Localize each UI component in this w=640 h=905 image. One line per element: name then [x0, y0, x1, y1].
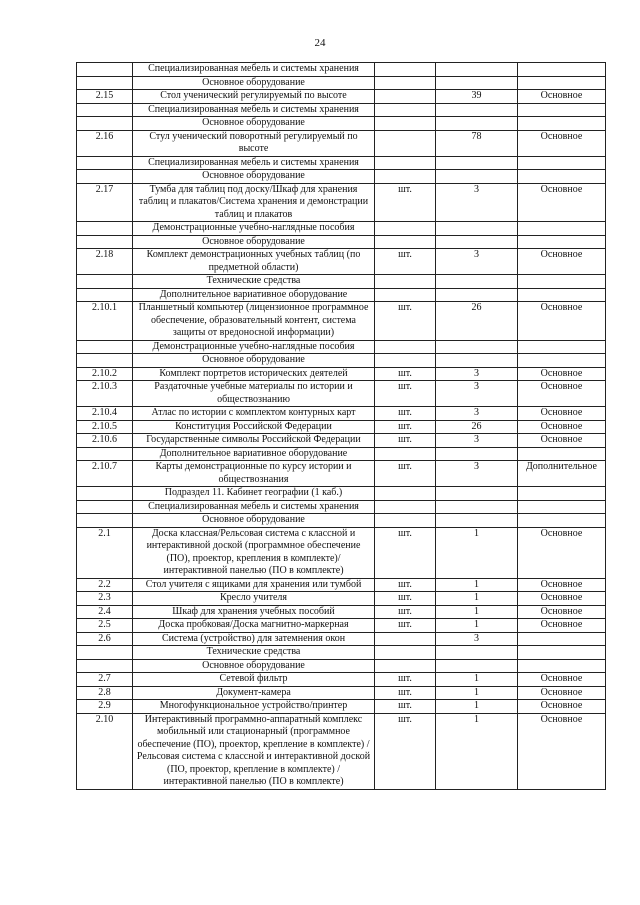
- cell-note: Основное: [518, 420, 606, 434]
- cell-qty: 78: [436, 130, 518, 156]
- cell-num: [77, 117, 133, 131]
- cell-note: [518, 514, 606, 528]
- cell-unit: [375, 659, 436, 673]
- cell-num: 2.10.6: [77, 434, 133, 448]
- cell-name: Специализированная мебель и системы хранения: [133, 156, 375, 170]
- cell-name: Специализированная мебель и системы хранения: [133, 63, 375, 77]
- cell-unit: шт.: [375, 673, 436, 687]
- cell-name: Государственные символы Российской Федерации: [133, 434, 375, 448]
- cell-num: 2.16: [77, 130, 133, 156]
- cell-name: Доска классная/Рельсовая система с классной и интерактивной доской (программное обеспечение (ПО), проектор, крепления в комплекте)/интерактивной панелью (ПО в комплекте): [133, 527, 375, 578]
- cell-name: Основное оборудование: [133, 117, 375, 131]
- cell-qty: 1: [436, 700, 518, 714]
- cell-qty: 1: [436, 686, 518, 700]
- cell-unit: [375, 90, 436, 104]
- cell-name: Интерактивный программно-аппаратный комплекс мобильный или стационарный (программное обеспечение (ПО), проектор, крепление в комплекте) / Рельсовая система с классной и интерактивной доской (ПО, проектор, крепление в комплекте) / интерактивной панелью (ПО в комплекте): [133, 713, 375, 789]
- cell-num: 2.3: [77, 592, 133, 606]
- cell-num: 2.9: [77, 700, 133, 714]
- item-row: [77, 578, 606, 592]
- cell-num: [77, 514, 133, 528]
- cell-unit: [375, 500, 436, 514]
- section-row: [77, 275, 606, 289]
- cell-unit: шт.: [375, 527, 436, 578]
- cell-qty: [436, 63, 518, 77]
- cell-name: Документ-камера: [133, 686, 375, 700]
- cell-unit: шт.: [375, 367, 436, 381]
- cell-note: [518, 288, 606, 302]
- cell-note: Основное: [518, 90, 606, 104]
- cell-num: [77, 275, 133, 289]
- cell-note: [518, 222, 606, 236]
- cell-name: Технические средства: [133, 275, 375, 289]
- cell-qty: [436, 514, 518, 528]
- item-row: [77, 592, 606, 606]
- cell-name: Специализированная мебель и системы хранения: [133, 500, 375, 514]
- section-row: [77, 646, 606, 660]
- cell-note: Основное: [518, 249, 606, 275]
- cell-name: Планшетный компьютер (лицензионное программное обеспечение, образовательный контент, система защиты от вредоносной информации): [133, 302, 375, 341]
- cell-note: [518, 170, 606, 184]
- cell-note: Дополнительное: [518, 461, 606, 487]
- cell-num: 2.1: [77, 527, 133, 578]
- cell-name: Атлас по истории с комплектом контурных карт: [133, 407, 375, 421]
- cell-name: Система (устройство) для затемнения окон: [133, 632, 375, 646]
- cell-num: 2.10: [77, 713, 133, 789]
- item-row: [77, 367, 606, 381]
- cell-note: Основное: [518, 434, 606, 448]
- cell-name: Технические средства: [133, 646, 375, 660]
- cell-qty: 1: [436, 527, 518, 578]
- cell-qty: [436, 156, 518, 170]
- cell-note: [518, 117, 606, 131]
- cell-unit: шт.: [375, 700, 436, 714]
- cell-qty: [436, 288, 518, 302]
- cell-qty: 1: [436, 578, 518, 592]
- cell-num: [77, 646, 133, 660]
- cell-name: Конституция Российской Федерации: [133, 420, 375, 434]
- cell-qty: 1: [436, 673, 518, 687]
- item-row: [77, 434, 606, 448]
- cell-unit: [375, 514, 436, 528]
- cell-note: [518, 447, 606, 461]
- section-row: [77, 222, 606, 236]
- cell-unit: шт.: [375, 381, 436, 407]
- cell-unit: шт.: [375, 183, 436, 222]
- cell-note: [518, 340, 606, 354]
- cell-qty: [436, 354, 518, 368]
- cell-unit: шт.: [375, 686, 436, 700]
- cell-unit: [375, 130, 436, 156]
- section-row: [77, 354, 606, 368]
- item-row: [77, 381, 606, 407]
- cell-name: Доска пробковая/Доска магнитно-маркерная: [133, 619, 375, 633]
- cell-name: Подраздел 11. Кабинет географии (1 каб.): [133, 487, 375, 501]
- item-row: [77, 302, 606, 341]
- section-row: [77, 447, 606, 461]
- cell-qty: [436, 76, 518, 90]
- cell-unit: [375, 447, 436, 461]
- cell-qty: 3: [436, 381, 518, 407]
- cell-num: [77, 222, 133, 236]
- cell-note: [518, 235, 606, 249]
- item-row: [77, 420, 606, 434]
- cell-unit: шт.: [375, 461, 436, 487]
- cell-num: [77, 340, 133, 354]
- cell-name: Основное оборудование: [133, 354, 375, 368]
- cell-name: Многофункциональное устройство/принтер: [133, 700, 375, 714]
- cell-num: [77, 659, 133, 673]
- cell-note: [518, 275, 606, 289]
- cell-unit: [375, 156, 436, 170]
- cell-note: [518, 156, 606, 170]
- cell-num: 2.7: [77, 673, 133, 687]
- cell-note: Основное: [518, 302, 606, 341]
- cell-name: Демонстрационные учебно-наглядные пособия: [133, 222, 375, 236]
- cell-note: [518, 659, 606, 673]
- cell-num: 2.8: [77, 686, 133, 700]
- cell-num: [77, 500, 133, 514]
- cell-unit: [375, 646, 436, 660]
- item-row: [77, 249, 606, 275]
- cell-num: 2.2: [77, 578, 133, 592]
- cell-unit: [375, 222, 436, 236]
- cell-note: Основное: [518, 130, 606, 156]
- section-row: [77, 76, 606, 90]
- cell-note: [518, 646, 606, 660]
- cell-name: Основное оборудование: [133, 170, 375, 184]
- cell-qty: 3: [436, 249, 518, 275]
- cell-unit: шт.: [375, 302, 436, 341]
- cell-name: Карты демонстрационные по курсу истории и обществознания: [133, 461, 375, 487]
- cell-name: Тумба для таблиц под доску/Шкаф для хранения таблиц и плакатов/Система хранения и демонстрации таблиц и плакатов: [133, 183, 375, 222]
- cell-num: 2.10.3: [77, 381, 133, 407]
- cell-qty: 3: [436, 461, 518, 487]
- cell-qty: [436, 487, 518, 501]
- item-row: [77, 407, 606, 421]
- cell-name: Основное оборудование: [133, 514, 375, 528]
- section-row: [77, 235, 606, 249]
- item-row: [77, 90, 606, 104]
- section-row: [77, 288, 606, 302]
- cell-unit: [375, 170, 436, 184]
- cell-unit: шт.: [375, 592, 436, 606]
- cell-num: 2.10.1: [77, 302, 133, 341]
- equipment-table: [76, 62, 606, 790]
- cell-num: [77, 235, 133, 249]
- cell-num: [77, 103, 133, 117]
- section-row: [77, 500, 606, 514]
- cell-num: 2.10.2: [77, 367, 133, 381]
- cell-qty: 26: [436, 302, 518, 341]
- cell-qty: [436, 447, 518, 461]
- cell-unit: шт.: [375, 713, 436, 789]
- cell-name: Основное оборудование: [133, 76, 375, 90]
- cell-qty: [436, 170, 518, 184]
- cell-note: Основное: [518, 592, 606, 606]
- cell-unit: [375, 117, 436, 131]
- cell-qty: 26: [436, 420, 518, 434]
- cell-qty: 1: [436, 592, 518, 606]
- cell-note: Основное: [518, 686, 606, 700]
- cell-unit: шт.: [375, 434, 436, 448]
- cell-num: [77, 63, 133, 77]
- section-row: [77, 156, 606, 170]
- item-row: [77, 632, 606, 646]
- cell-note: [518, 63, 606, 77]
- cell-unit: [375, 632, 436, 646]
- item-row: [77, 183, 606, 222]
- cell-unit: [375, 340, 436, 354]
- cell-unit: шт.: [375, 407, 436, 421]
- cell-name: Комплект портретов исторических деятелей: [133, 367, 375, 381]
- cell-qty: [436, 646, 518, 660]
- cell-name: Специализированная мебель и системы хранения: [133, 103, 375, 117]
- cell-num: [77, 170, 133, 184]
- section-row: [77, 659, 606, 673]
- cell-unit: шт.: [375, 249, 436, 275]
- cell-qty: 3: [436, 407, 518, 421]
- cell-num: [77, 354, 133, 368]
- cell-qty: 3: [436, 183, 518, 222]
- cell-unit: [375, 288, 436, 302]
- cell-unit: шт.: [375, 619, 436, 633]
- item-row: [77, 461, 606, 487]
- item-row: [77, 673, 606, 687]
- section-row: [77, 103, 606, 117]
- cell-name: Стол учителя с ящиками для хранения или тумбой: [133, 578, 375, 592]
- cell-qty: [436, 500, 518, 514]
- cell-qty: [436, 117, 518, 131]
- cell-qty: [436, 275, 518, 289]
- cell-note: Основное: [518, 619, 606, 633]
- section-row: [77, 63, 606, 77]
- cell-name: Стул ученический поворотный регулируемый по высоте: [133, 130, 375, 156]
- cell-unit: [375, 63, 436, 77]
- section-row: [77, 514, 606, 528]
- cell-note: Основное: [518, 407, 606, 421]
- item-row: [77, 605, 606, 619]
- cell-name: Шкаф для хранения учебных пособий: [133, 605, 375, 619]
- cell-name: Комплект демонстрационных учебных таблиц (по предметной области): [133, 249, 375, 275]
- cell-note: Основное: [518, 367, 606, 381]
- cell-note: [518, 632, 606, 646]
- cell-num: 2.10.7: [77, 461, 133, 487]
- cell-name: Дополнительное вариативное оборудование: [133, 447, 375, 461]
- cell-num: 2.5: [77, 619, 133, 633]
- cell-qty: 1: [436, 605, 518, 619]
- cell-qty: [436, 235, 518, 249]
- cell-note: Основное: [518, 381, 606, 407]
- cell-name: Демонстрационные учебно-наглядные пособия: [133, 340, 375, 354]
- cell-num: 2.10.5: [77, 420, 133, 434]
- section-row: [77, 487, 606, 501]
- cell-note: Основное: [518, 605, 606, 619]
- cell-num: 2.17: [77, 183, 133, 222]
- cell-name: Основное оборудование: [133, 235, 375, 249]
- cell-num: 2.6: [77, 632, 133, 646]
- cell-unit: [375, 103, 436, 117]
- cell-qty: 3: [436, 632, 518, 646]
- cell-name: Сетевой фильтр: [133, 673, 375, 687]
- cell-unit: [375, 487, 436, 501]
- cell-note: [518, 76, 606, 90]
- cell-unit: шт.: [375, 578, 436, 592]
- cell-num: 2.15: [77, 90, 133, 104]
- section-row: [77, 340, 606, 354]
- cell-note: Основное: [518, 700, 606, 714]
- item-row: [77, 713, 606, 789]
- cell-note: Основное: [518, 673, 606, 687]
- cell-num: 2.10.4: [77, 407, 133, 421]
- cell-qty: [436, 659, 518, 673]
- cell-unit: шт.: [375, 420, 436, 434]
- cell-num: [77, 487, 133, 501]
- item-row: [77, 619, 606, 633]
- cell-note: Основное: [518, 183, 606, 222]
- cell-num: [77, 156, 133, 170]
- cell-note: Основное: [518, 527, 606, 578]
- cell-note: Основное: [518, 578, 606, 592]
- cell-num: [77, 288, 133, 302]
- cell-qty: 1: [436, 619, 518, 633]
- cell-name: Кресло учителя: [133, 592, 375, 606]
- equipment-table-body: [77, 63, 606, 790]
- cell-qty: [436, 222, 518, 236]
- cell-note: [518, 103, 606, 117]
- cell-note: [518, 487, 606, 501]
- cell-note: Основное: [518, 713, 606, 789]
- page-number: 24: [314, 37, 326, 49]
- cell-unit: шт.: [375, 605, 436, 619]
- cell-qty: 3: [436, 367, 518, 381]
- cell-qty: [436, 340, 518, 354]
- cell-qty: 1: [436, 713, 518, 789]
- cell-name: Основное оборудование: [133, 659, 375, 673]
- cell-qty: 3: [436, 434, 518, 448]
- cell-num: 2.4: [77, 605, 133, 619]
- cell-unit: [375, 275, 436, 289]
- section-row: [77, 170, 606, 184]
- item-row: [77, 700, 606, 714]
- cell-unit: [375, 76, 436, 90]
- cell-qty: [436, 103, 518, 117]
- cell-num: 2.18: [77, 249, 133, 275]
- item-row: [77, 527, 606, 578]
- section-row: [77, 117, 606, 131]
- cell-unit: [375, 354, 436, 368]
- item-row: [77, 686, 606, 700]
- cell-unit: [375, 235, 436, 249]
- cell-name: Дополнительное вариативное оборудование: [133, 288, 375, 302]
- cell-name: Стол ученический регулируемый по высоте: [133, 90, 375, 104]
- cell-note: [518, 354, 606, 368]
- item-row: [77, 130, 606, 156]
- cell-note: [518, 500, 606, 514]
- cell-name: Раздаточные учебные материалы по истории и обществознанию: [133, 381, 375, 407]
- cell-num: [77, 76, 133, 90]
- cell-qty: 39: [436, 90, 518, 104]
- cell-num: [77, 447, 133, 461]
